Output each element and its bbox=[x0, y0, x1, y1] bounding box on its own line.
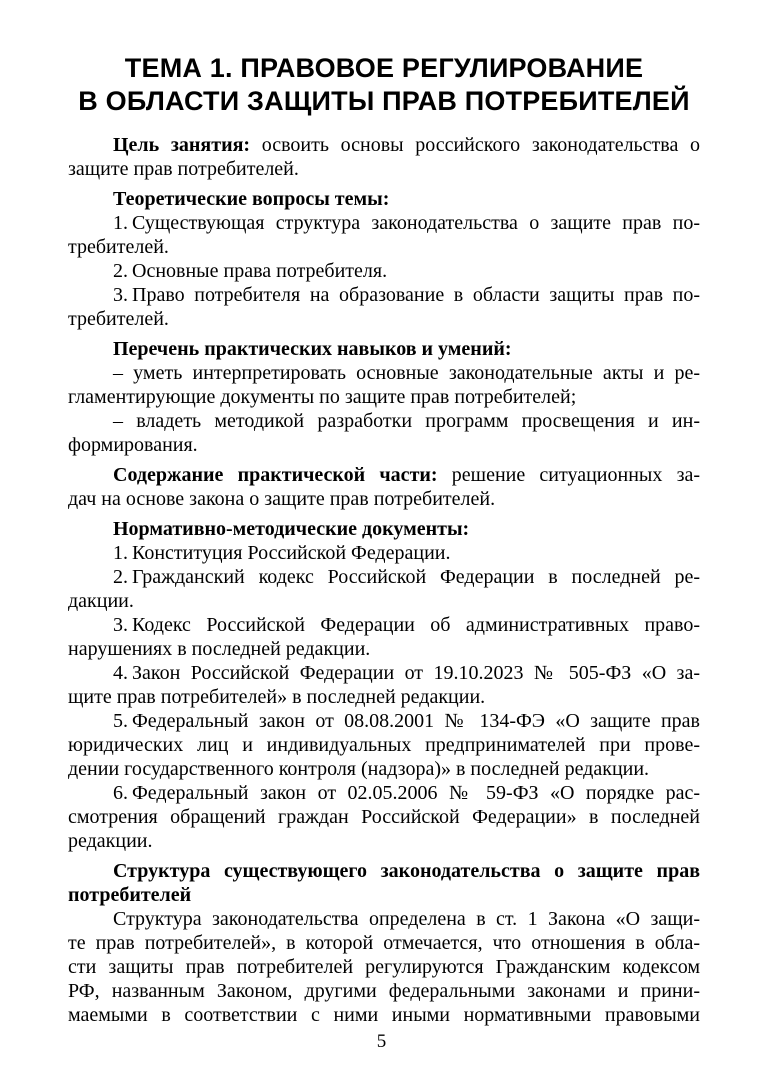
practice-paragraph bbox=[68, 463, 700, 511]
list-item-line: смотрения обращений граждан Российской Федерации» в последней bbox=[68, 806, 700, 828]
practice-heading: Содержание практической части: bbox=[113, 464, 438, 486]
documents-heading: Нормативно-методические документы: bbox=[113, 518, 470, 540]
text-line: Структура законодательства определена в ст. 1 Закона «О защи- bbox=[113, 908, 700, 930]
practice-text: решение ситуационных за- bbox=[437, 464, 701, 486]
list-item-line: – уметь интерпретировать основные законодательные акты и ре- bbox=[113, 362, 700, 384]
structure-heading-line1: Структура существующего законодательства о защите прав bbox=[113, 860, 700, 882]
text-line: РФ, названным Законом, другими федеральными законами и прини- bbox=[68, 980, 700, 1002]
list-item-line: щите прав потребителей» в последней редакции. bbox=[68, 686, 486, 708]
goal-text: освоить основы российского законодательства о bbox=[250, 134, 700, 156]
text-line bbox=[68, 133, 700, 157]
list-item-line: 3. Кодекс Российской Федерации об административных право- bbox=[113, 614, 700, 636]
goal-paragraph bbox=[68, 133, 700, 181]
chapter-title-line2: В ОБЛАСТИ ЗАЩИТЫ ПРАВ ПОТРЕБИТЕЛЕЙ bbox=[78, 86, 690, 116]
theory-section bbox=[68, 187, 700, 331]
skills-section bbox=[68, 337, 700, 457]
chapter-title-line1: ТЕМА 1. ПРАВОВОЕ РЕГУЛИРОВАНИЕ bbox=[124, 53, 644, 83]
list-item-line: формирования. bbox=[68, 434, 198, 456]
list-item-line: 3. Право потребителя на образование в области защиты прав по- bbox=[113, 284, 700, 306]
list-item-line: 2. Основные права потребителя. bbox=[113, 260, 388, 282]
chapter-title bbox=[68, 52, 700, 118]
list-item-line: 4. Закон Российской Федерации от 19.10.2023 № 505-ФЗ «О за- bbox=[113, 662, 700, 684]
body-text bbox=[68, 133, 700, 1027]
structure-section bbox=[68, 859, 700, 1027]
text-line bbox=[68, 463, 700, 487]
theory-heading: Теоретические вопросы темы: bbox=[113, 188, 390, 210]
text-line: маемыми в соответствии с ними иными нормативными правовыми bbox=[68, 1004, 700, 1026]
goal-heading: Цель занятия: bbox=[113, 134, 251, 156]
structure-heading-line2: потребителей bbox=[68, 884, 192, 906]
text-line: дач на основе закона о защите прав потребителей. bbox=[68, 488, 496, 510]
list-item-line: 2. Гражданский кодекс Российской Федерации в последней ре- bbox=[113, 566, 700, 588]
text-block bbox=[68, 52, 700, 1027]
skills-heading: Перечень практических навыков и умений: bbox=[113, 338, 512, 360]
text-line: защите прав потребителей. bbox=[68, 158, 299, 180]
list-item-line: редакции. bbox=[68, 830, 153, 852]
list-item-line: 5. Федеральный закон от 08.08.2001 № 134-ФЭ «О защите прав bbox=[113, 710, 700, 732]
list-item-line: 1. Конституция Российской Федерации. bbox=[113, 542, 451, 564]
list-item-line: юридических лиц и индивидуальных предпринимателей при прове- bbox=[68, 734, 700, 756]
documents-section bbox=[68, 517, 700, 853]
list-item-line: нарушениях в последней редакции. bbox=[68, 638, 371, 660]
list-item-line: дении государственного контроля (надзора)» в последней редакции. bbox=[68, 758, 650, 780]
list-item-line: 6. Федеральный закон от 02.05.2006 № 59-ФЗ «О порядке рас- bbox=[113, 782, 700, 804]
list-item-line: требителей. bbox=[68, 236, 169, 258]
list-item-line: требителей. bbox=[68, 308, 169, 330]
list-item-line: гламентирующие документы по защите прав потребителей; bbox=[68, 386, 577, 408]
list-item-line: – владеть методикой разработки программ просвещения и ин- bbox=[113, 410, 700, 432]
text-line: те прав потребителей», в которой отмечается, что отношения в обла- bbox=[68, 932, 700, 954]
list-item-line: дакции. bbox=[68, 590, 134, 612]
list-item-line: 1. Существующая структура законодательства о защите прав по- bbox=[113, 212, 700, 234]
page-number: 5 bbox=[376, 1031, 387, 1052]
text-line: сти защиты прав потребителей регулируются Гражданским кодексом bbox=[68, 956, 700, 978]
